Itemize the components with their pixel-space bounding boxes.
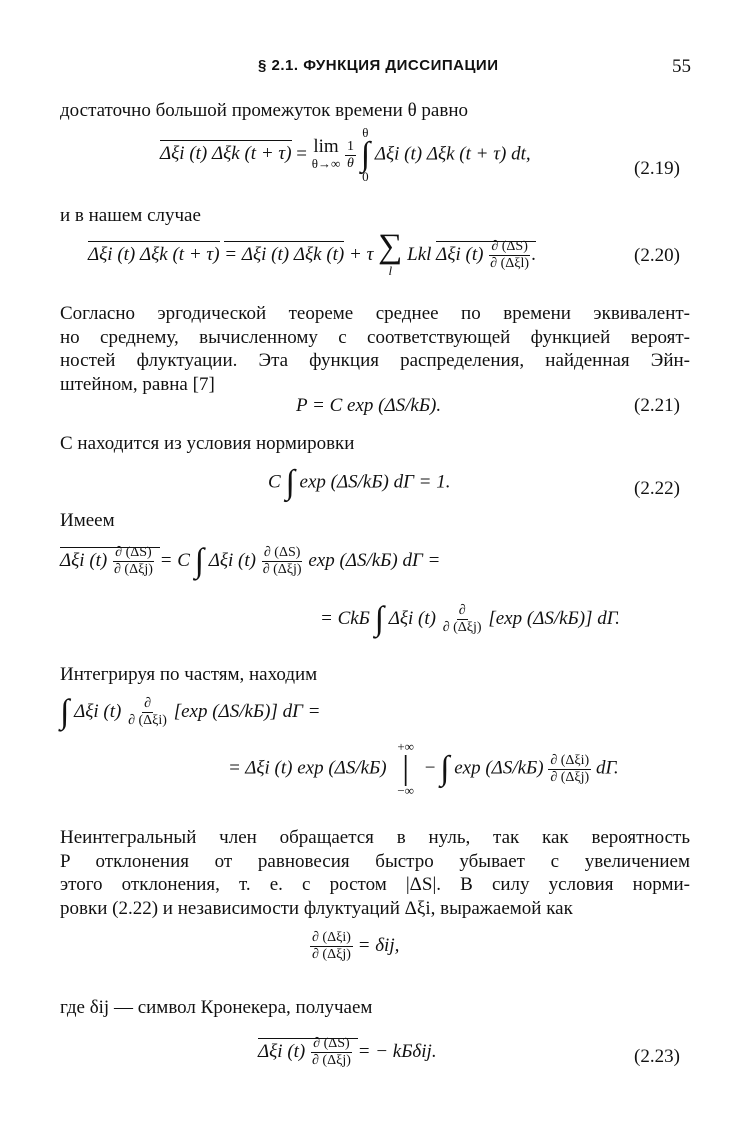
paragraph-kronecker: где δij — символ Кронекера, получаем <box>60 997 373 1018</box>
paragraph-ergodic <box>60 302 690 396</box>
eq-have1-frac-num: ∂ (ΔS) <box>115 545 152 560</box>
eq219-lim-sub: θ→∞ <box>311 156 341 171</box>
eq220-average: Δξi (t) $\frac{\partial (\Delta S)}{\text{∂ (Δξl)}}$ . <box>436 239 536 271</box>
eq-parts2-mid: exp (ΔS/kБ) <box>454 757 544 779</box>
eq-parts1-int-sign: ∫ <box>60 693 70 731</box>
eq219-integral <box>361 126 370 184</box>
eq-have1-rhs-num: ∂ (ΔS) <box>263 545 301 560</box>
eq223-rhs: = − kБδij. <box>357 1040 437 1062</box>
eq-parts1-frac-num: ∂ <box>144 696 151 711</box>
eq221-number: (2.21) <box>634 395 680 416</box>
eq-have2-frac-den: ∂ (Δξj) <box>442 620 482 635</box>
eq223-frac-den: ∂ (Δξj) <box>312 1053 351 1068</box>
eq-have2-int-sign: ∫ <box>374 600 384 638</box>
eq219-number: (2.19) <box>634 158 680 179</box>
equation-2-21: P = C exp (ΔS/kБ). <box>296 395 442 416</box>
paragraph-line: но среднему, вычисленному с соответствующей функцией вероят- <box>60 326 690 348</box>
eq-have1-rhs-fraction <box>261 545 304 578</box>
eq222-number: (2.22) <box>634 478 680 499</box>
eq219-lhs: Δξi (t) Δξk (t + τ) <box>160 140 292 164</box>
eq-have2-fraction <box>441 603 484 636</box>
eq219-int-lower: 0 <box>362 169 369 184</box>
paragraph-line: Неинтегральный член обращается в нуль, так как вероятность <box>60 827 690 848</box>
eq-have1-rhs-den: ∂ (Δξj) <box>262 562 302 577</box>
paragraph-integrating: Интегрируя по частям, находим <box>60 664 318 685</box>
eq-kron-frac-den: ∂ (Δξj) <box>312 947 351 962</box>
eq-have2-lead: = CkБ <box>320 607 370 629</box>
paragraph-line: штейном, равна [7] <box>60 373 215 395</box>
eq219-frac-num: 1 <box>347 138 354 154</box>
eq220-sum-sign: ∑ <box>378 228 403 265</box>
eq-have1-int-sign: ∫ <box>194 542 204 580</box>
equation-parts-2 <box>228 740 619 798</box>
eq-parts2-frac-num: ∂ (Δξi) <box>550 752 590 768</box>
eq223-frac-num: ∂ (ΔS) <box>313 1036 350 1051</box>
paragraph-line: этого отклонения, т. е. с ростом |ΔS|. В силу условия норми- <box>60 874 690 895</box>
equation-2-19 <box>160 126 531 184</box>
eq220-fraction <box>488 239 531 272</box>
eq-parts2-upper: +∞ <box>397 739 414 754</box>
eq-parts2-bar: | <box>402 750 410 787</box>
paragraph-line: Согласно эргодической теореме среднее по времени эквивалент- <box>60 303 690 324</box>
paragraph-nonintegral <box>60 826 690 920</box>
eq-parts1-term: Δξi (t) <box>74 700 122 722</box>
eq-have1-lhs-fraction <box>112 545 155 578</box>
eq222-int-sign: ∫ <box>285 464 295 501</box>
eq-have1-tail: exp (ΔS/kБ) dΓ = <box>308 549 441 571</box>
eq219-lim-word: lim <box>313 136 339 157</box>
eq223-fraction <box>310 1036 353 1069</box>
equation-parts-1 <box>60 693 321 731</box>
eq220-frac-den: ∂ (Δξl) <box>490 256 530 271</box>
eq-have1-frac-den: ∂ (Δξj) <box>114 562 153 577</box>
eq-have2-frac-num: ∂ <box>458 603 466 618</box>
paragraph-line: ровки (2.22) и независимости флуктуаций Δξi, выражаемой как <box>60 897 573 919</box>
equation-2-23 <box>258 1036 437 1069</box>
equation-we-have-2 <box>320 600 620 638</box>
eq-kron-fraction <box>310 930 353 963</box>
running-header: § 2.1. ФУНКЦИЯ ДИССИПАЦИИ <box>258 57 499 74</box>
eq-have1-lhs-term: Δξi (t) <box>60 549 108 571</box>
equation-2-22 <box>268 464 451 501</box>
paragraph-in-our-case: и в нашем случае <box>60 205 201 226</box>
eq-parts2-tail: dΓ. <box>595 757 619 779</box>
eq219-int-upper: θ <box>362 125 369 140</box>
eq-parts2-lead: = Δξi (t) exp (ΔS/kБ) <box>228 757 387 779</box>
eq-parts2-int-sign: ∫ <box>440 750 450 787</box>
eq220-number: (2.20) <box>634 245 680 266</box>
eq-have1-eq-c: = C <box>159 549 190 571</box>
paragraph-line: P отклонения от равновесия быстро убывает с увеличением <box>60 850 690 872</box>
eq223-term: Δξi (t) <box>258 1040 306 1062</box>
eq-have2-term: Δξi (t) <box>388 607 436 629</box>
eq219-int-sign: ∫ <box>360 136 371 173</box>
eq220-plus-tau: + τ <box>349 243 374 265</box>
eq-parts1-frac-den: ∂ (Δξi) <box>128 713 167 728</box>
eq-have1-term: Δξi (t) <box>208 549 256 571</box>
eq220-rhs1: = Δξi (t) Δξk (t) <box>224 241 344 265</box>
eq-kron-rhs: = δij, <box>357 934 400 956</box>
paragraph-intro: достаточно большой промежуток времени θ равно <box>60 100 468 121</box>
eq219-equals: = <box>296 143 307 165</box>
eq219-limit <box>312 138 341 172</box>
paragraph-line: ностей флуктуации. Эта функция распределения, найденная Эйн- <box>60 350 690 371</box>
eq-parts2-fraction <box>548 753 591 786</box>
eq220-coef: Lkl <box>407 243 432 265</box>
eq-parts1-tail: [exp (ΔS/kБ)] dΓ = <box>173 700 321 722</box>
eq222-lead: C <box>268 471 281 493</box>
eq223-average <box>258 1036 358 1068</box>
equation-we-have-1 <box>60 542 441 580</box>
eq223-number: (2.23) <box>634 1046 680 1067</box>
eq220-term: Δξi (t) <box>436 243 484 265</box>
eq-have1-average <box>60 545 160 577</box>
eq-parts1-fraction <box>126 696 169 729</box>
eq-parts2-minus: − <box>424 757 436 779</box>
paragraph-we-have: Имеем <box>60 510 115 531</box>
eq220-sum <box>378 228 403 279</box>
eq220-sum-sub: l <box>388 263 393 278</box>
eq-have2-tail: [exp (ΔS/kБ)] dΓ. <box>488 607 620 629</box>
eq219-fraction <box>345 139 356 172</box>
eq220-lhs: Δξi (t) Δξk (t + τ) <box>88 241 220 265</box>
eq-parts2-lower: −∞ <box>397 783 414 798</box>
eq220-frac-num: ∂ (ΔS) <box>491 239 528 254</box>
page-number: 55 <box>672 56 691 77</box>
eq219-frac-den: θ <box>347 155 354 171</box>
eq-kron-frac-num: ∂ (Δξi) <box>312 930 351 945</box>
equation-kronecker <box>310 930 399 963</box>
eq-parts2-limits <box>397 740 414 798</box>
eq222-body: exp (ΔS/kБ) dΓ = 1. <box>299 471 451 493</box>
paragraph-normalization: C находится из условия нормировки <box>60 433 355 454</box>
equation-2-20 <box>88 228 536 279</box>
eq219-integrand: Δξi (t) Δξk (t + τ) dt, <box>374 143 531 165</box>
eq-parts2-frac-den: ∂ (Δξj) <box>550 769 590 785</box>
